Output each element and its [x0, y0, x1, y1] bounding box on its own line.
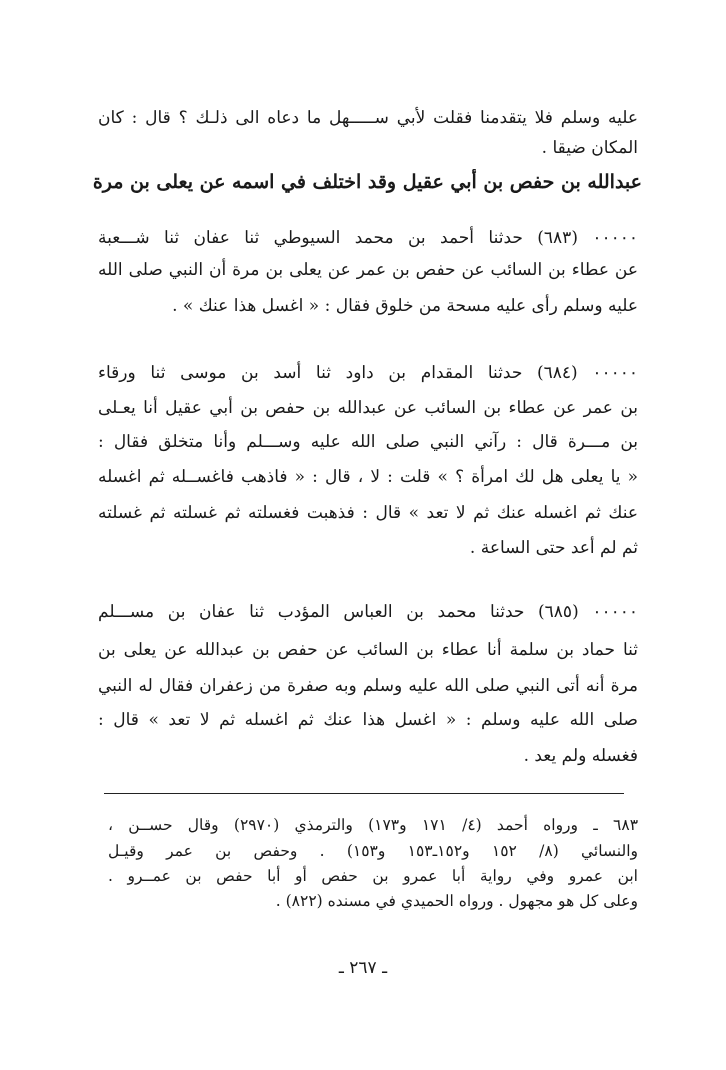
hadith-684-line-6: ثم لم أعد حتى الساعة . [469, 538, 638, 558]
hadith-684-line-4: « يا يعلى هل لك امرأة ؟ » قلت : لا ، قال : « فاذهب فاغســله ثم اغسله [98, 467, 638, 487]
hadith-685-line-5: فغسله ولم يعد . [523, 746, 638, 766]
intro-line-1: عليه وسلم فلا يتقدمنا فقلت لأبي ســـــهل ما دعاه الى ذلـك ؟ قال : كان [98, 108, 638, 128]
hadith-685-line-4: صلى الله عليه وسلم : « اغسل هذا عنك ثم اغسله ثم لا تعد » قال : [98, 710, 638, 730]
intro-line-2: المكان ضيقا . [541, 138, 638, 158]
section-heading: عبدالله بن حفص بن أبي عقيل وقد اختلف في اسمه عن يعلى بن مرة [92, 171, 642, 193]
hadith-683-line-3: عليه وسلم رأى عليه مسحة من خلوق فقال : « اغسل هذا عنك » . [172, 296, 638, 316]
hadith-683-line-1: ٠٠٠٠٠ (٦٨٣) حدثنا أحمد بن محمد السيوطي ثنا عفان ثنا شـــعبة [98, 228, 638, 248]
footnote-line-1: ٦٨٣ ـ ورواه أحمد (٤/ ١٧١ و١٧٣) والترمذي (٢٩٧٠) وقال حســن ، [108, 816, 638, 834]
footnote-separator [104, 793, 624, 794]
hadith-684-line-1: ٠٠٠٠٠ (٦٨٤) حدثنا المقدام بن داود ثنا أسد بن موسى ثنا ورقاء [98, 363, 638, 383]
hadith-683-line-2: عن عطاء بن السائب عن حفص بن عمر عن يعلى بن مرة أن النبي صلى الله [98, 260, 638, 280]
hadith-684-line-5: عنك ثم اغسله عنك ثم لا تعد » قال : فذهبت فغسلته ثم غسلته ثم غسلته [98, 503, 638, 523]
page-number: ـ ٢٦٧ ـ [338, 958, 388, 978]
footnote-line-2: والنسائي (٨/ ١٥٢ و١٥٢ـ١٥٣ و١٥٣) . وحفص بن عمر وقيـل [108, 842, 638, 860]
hadith-684-line-2: بن عمر عن عطاء بن السائب عن عبدالله بن حفص بن أبي عقيل أنا يعـلى [98, 398, 638, 418]
hadith-685-line-3: مرة أنه أتى النبي صلى الله عليه وسلم وبه صفرة من زعفران فقال له النبي [98, 676, 638, 696]
hadith-685-line-2: ثنا حماد بن سلمة أنا عطاء بن السائب عن حفص بن عبدالله عن يعلى بن [98, 640, 638, 660]
footnote-line-3: ابن عمرو وفي رواية أبا عمرو بن حفص أو أبا حفص بن عمــرو . [108, 867, 638, 885]
hadith-685-line-1: ٠٠٠٠٠ (٦٨٥) حدثنا محمد بن العباس المؤدب ثنا عفان بن مســـلم [98, 602, 638, 622]
footnote-line-4: وعلى كل هو مجهول . ورواه الحميدي في مسنده (٨٢٢) . [275, 892, 638, 910]
hadith-684-line-3: بن مـــرة قال : رآني النبي صلى الله عليه وســـلم وأنا متخلق فقال : [98, 432, 638, 452]
